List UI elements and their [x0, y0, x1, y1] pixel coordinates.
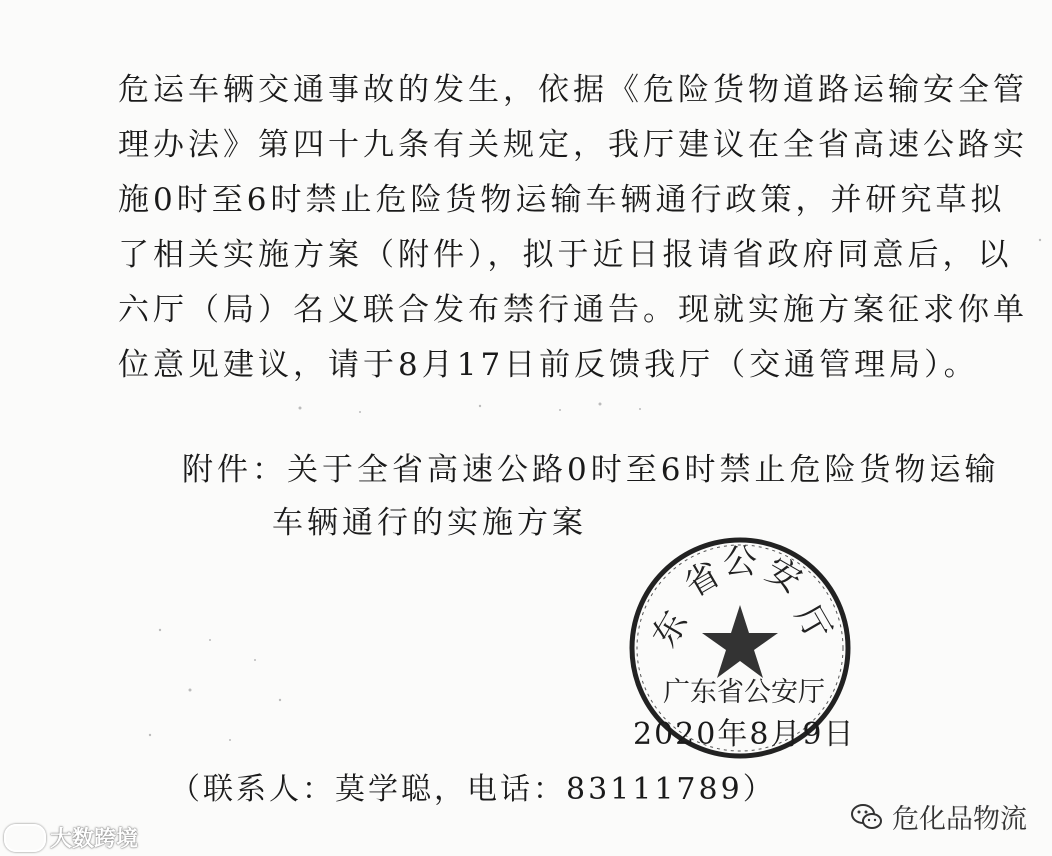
body-line-2: 理办法》第四十九条有关规定，我厅建议在全省高速公路实 — [118, 127, 1028, 163]
body-line-3: 施0时至6时禁止危险货物运输车辆通行政策，并研究草拟 — [118, 182, 1006, 218]
watermark-right-text: 危化品物流 — [892, 804, 1027, 835]
body-line-5: 六厅（局）名义联合发布禁行通告。现就实施方案征求你单 — [118, 292, 1028, 328]
svg-text:省: 省 — [677, 554, 728, 606]
contact-info: （联系人：莫学聪，电话：83111789） — [170, 772, 776, 807]
svg-text:安: 安 — [759, 549, 809, 602]
wechat-icon — [850, 802, 884, 832]
watermark-logo-icon — [4, 824, 46, 852]
svg-text:公: 公 — [723, 542, 757, 582]
watermark-left-text: 大数跨境 — [50, 827, 139, 852]
document-date: 2020年8月9日 — [633, 717, 856, 752]
body-line-6: 位意见建议，请于8月17日前反馈我厅（交通管理局）。 — [118, 347, 979, 383]
watermark-left — [4, 822, 138, 853]
svg-text:东: 东 — [644, 604, 697, 654]
svg-text:厅: 厅 — [787, 598, 839, 648]
svg-text:广东省公安厅: 广东省公安厅 — [663, 677, 825, 708]
watermark-right — [850, 797, 1027, 836]
body-line-1: 危运车辆交通事故的发生，依据《危险货物道路运输安全管 — [118, 72, 1028, 108]
attachment-line-2: 车辆通行的实施方案 — [272, 505, 587, 541]
body-line-4: 了相关实施方案（附件），拟于近日报请省政府同意后，以 — [118, 237, 1013, 273]
attachment-line-1: 附件：关于全省高速公路0时至6时禁止危险货物运输 — [182, 452, 1000, 488]
